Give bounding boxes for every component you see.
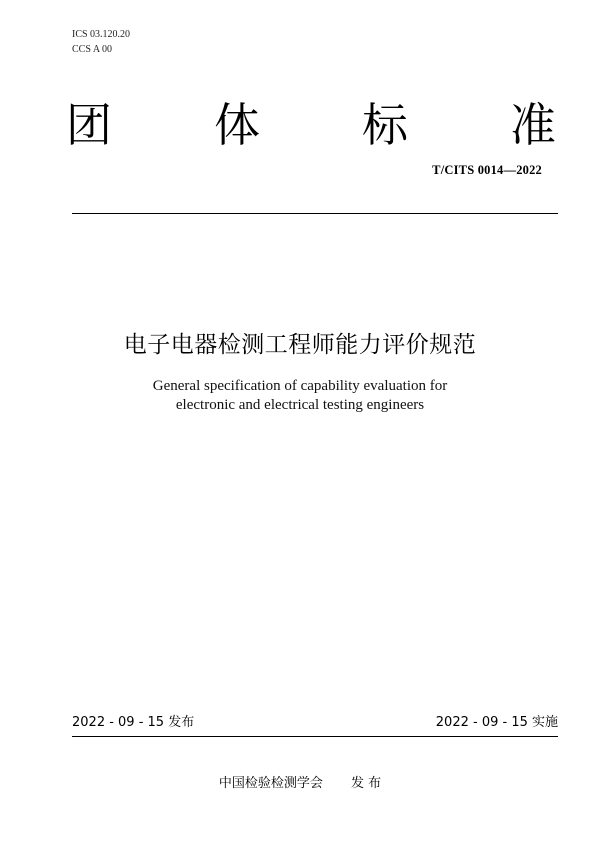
title-english-line-1: General specification of capability evaluation for bbox=[152, 378, 448, 394]
implement-date: 2022 - 09 - 15 实施 bbox=[435, 715, 558, 730]
issuer-organization: 中国检验检测学会 bbox=[218, 776, 323, 791]
title-chinese: 电子电器检测工程师能力评价规范 bbox=[123, 332, 477, 358]
issuer-line bbox=[0, 776, 600, 792]
publish-date: 2022 - 09 - 15 发布 bbox=[72, 715, 195, 730]
title-english-line-2: electronic and electrical testing engineers bbox=[175, 397, 425, 413]
ccs-code: CCS A 00 bbox=[72, 44, 113, 55]
standard-type-heading bbox=[66, 96, 556, 154]
standard-code: T/CITS 0014—2022 bbox=[432, 163, 542, 177]
top-divider bbox=[72, 213, 558, 214]
standard-type-char: 体 bbox=[214, 98, 260, 152]
bottom-divider bbox=[72, 736, 558, 737]
issuer-action: 发 布 bbox=[350, 776, 382, 791]
standard-type-char: 团 bbox=[66, 98, 112, 152]
standard-type-char: 标 bbox=[362, 98, 408, 152]
standard-type-char: 准 bbox=[510, 98, 556, 152]
ics-code: ICS 03.120.20 bbox=[72, 29, 131, 40]
